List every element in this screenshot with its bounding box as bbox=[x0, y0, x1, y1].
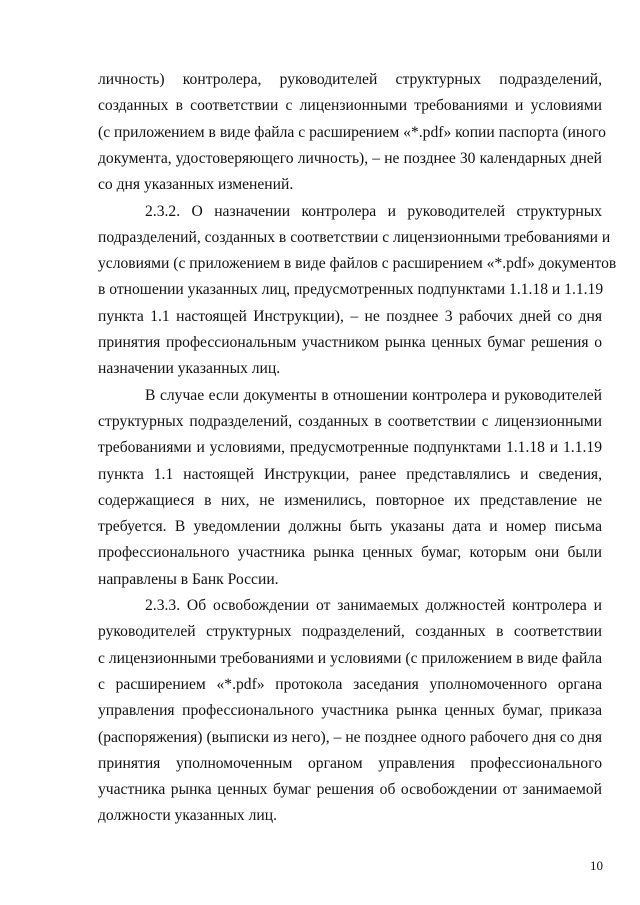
text-line: принятия уполномоченным органом управления профессионального bbox=[98, 754, 602, 772]
text-line: условиями (с приложением в виде файлов с расширением «*.pdf» документов bbox=[98, 255, 617, 273]
text-line: профессионального участника рынка ценных бумаг, которым они были bbox=[98, 544, 602, 562]
text-line: (распоряжения) (выписки из него), – не позднее одного рабочего дня со дня bbox=[98, 728, 602, 746]
text-line: пункта 1.1 настоящей Инструкции), – не позднее 3 рабочих дней со дня bbox=[98, 307, 602, 325]
text-line: содержащиеся в них, не изменились, повторное их представление не bbox=[98, 491, 602, 509]
text-line: управления профессионального участника рынка ценных бумаг, приказа bbox=[98, 702, 602, 720]
text-line: личность) контролера, руководителей структурных подразделений, bbox=[98, 71, 602, 88]
text-line: (с приложением в виде файла с расширением «*.pdf» копии паспорта (иного bbox=[98, 123, 606, 141]
text-line: участника рынка ценных бумаг решения об освобождении от занимаемой bbox=[98, 781, 602, 799]
text-line: со дня указанных изменений. bbox=[98, 176, 294, 194]
text-line: подразделений, созданных в соответствии с лицензионными требованиями и bbox=[98, 228, 611, 246]
text-line: требуется. В уведомлении должны быть указаны дата и номер письма bbox=[98, 518, 602, 536]
page-number: 10 bbox=[590, 858, 603, 873]
text-line: должности указанных лиц. bbox=[98, 807, 277, 825]
text-line: с лицензионными требованиями и условиями (с приложением в виде файла bbox=[98, 649, 602, 667]
text-line: 2.3.2. О назначении контролера и руководителей структурных bbox=[145, 202, 602, 220]
text-line: пункта 1.1 настоящей Инструкции, ранее представлялись и сведения, bbox=[98, 465, 602, 483]
text-line: требованиями и условиями, предусмотренные подпунктами 1.1.18 и 1.1.19 bbox=[98, 439, 602, 457]
text-line: руководителей структурных подразделений, созданных в соответствии bbox=[98, 623, 602, 641]
text-line: в отношении указанных лиц, предусмотренных подпунктами 1.1.18 и 1.1.19 bbox=[98, 281, 604, 299]
text-line: назначении указанных лиц. bbox=[98, 360, 281, 378]
text-line: 2.3.3. Об освобождении от занимаемых должностей контролера и bbox=[145, 597, 602, 614]
text-line: документа, удостоверяющего личность), – не позднее 30 календарных дней bbox=[98, 149, 602, 167]
text-line: принятия профессиональным участником рынка ценных бумаг решения о bbox=[98, 334, 602, 351]
text-line: В случае если документы в отношении контролера и руководителей bbox=[145, 386, 602, 404]
text-line: с расширением «*.pdf» протокола заседания уполномоченного органа bbox=[98, 675, 602, 693]
text-line: созданных в соответствии с лицензионными требованиями и условиями bbox=[98, 97, 602, 115]
text-line: структурных подразделений, созданных в соответствии с лицензионными bbox=[98, 412, 602, 430]
text-line: направлены в Банк России. bbox=[98, 570, 279, 588]
